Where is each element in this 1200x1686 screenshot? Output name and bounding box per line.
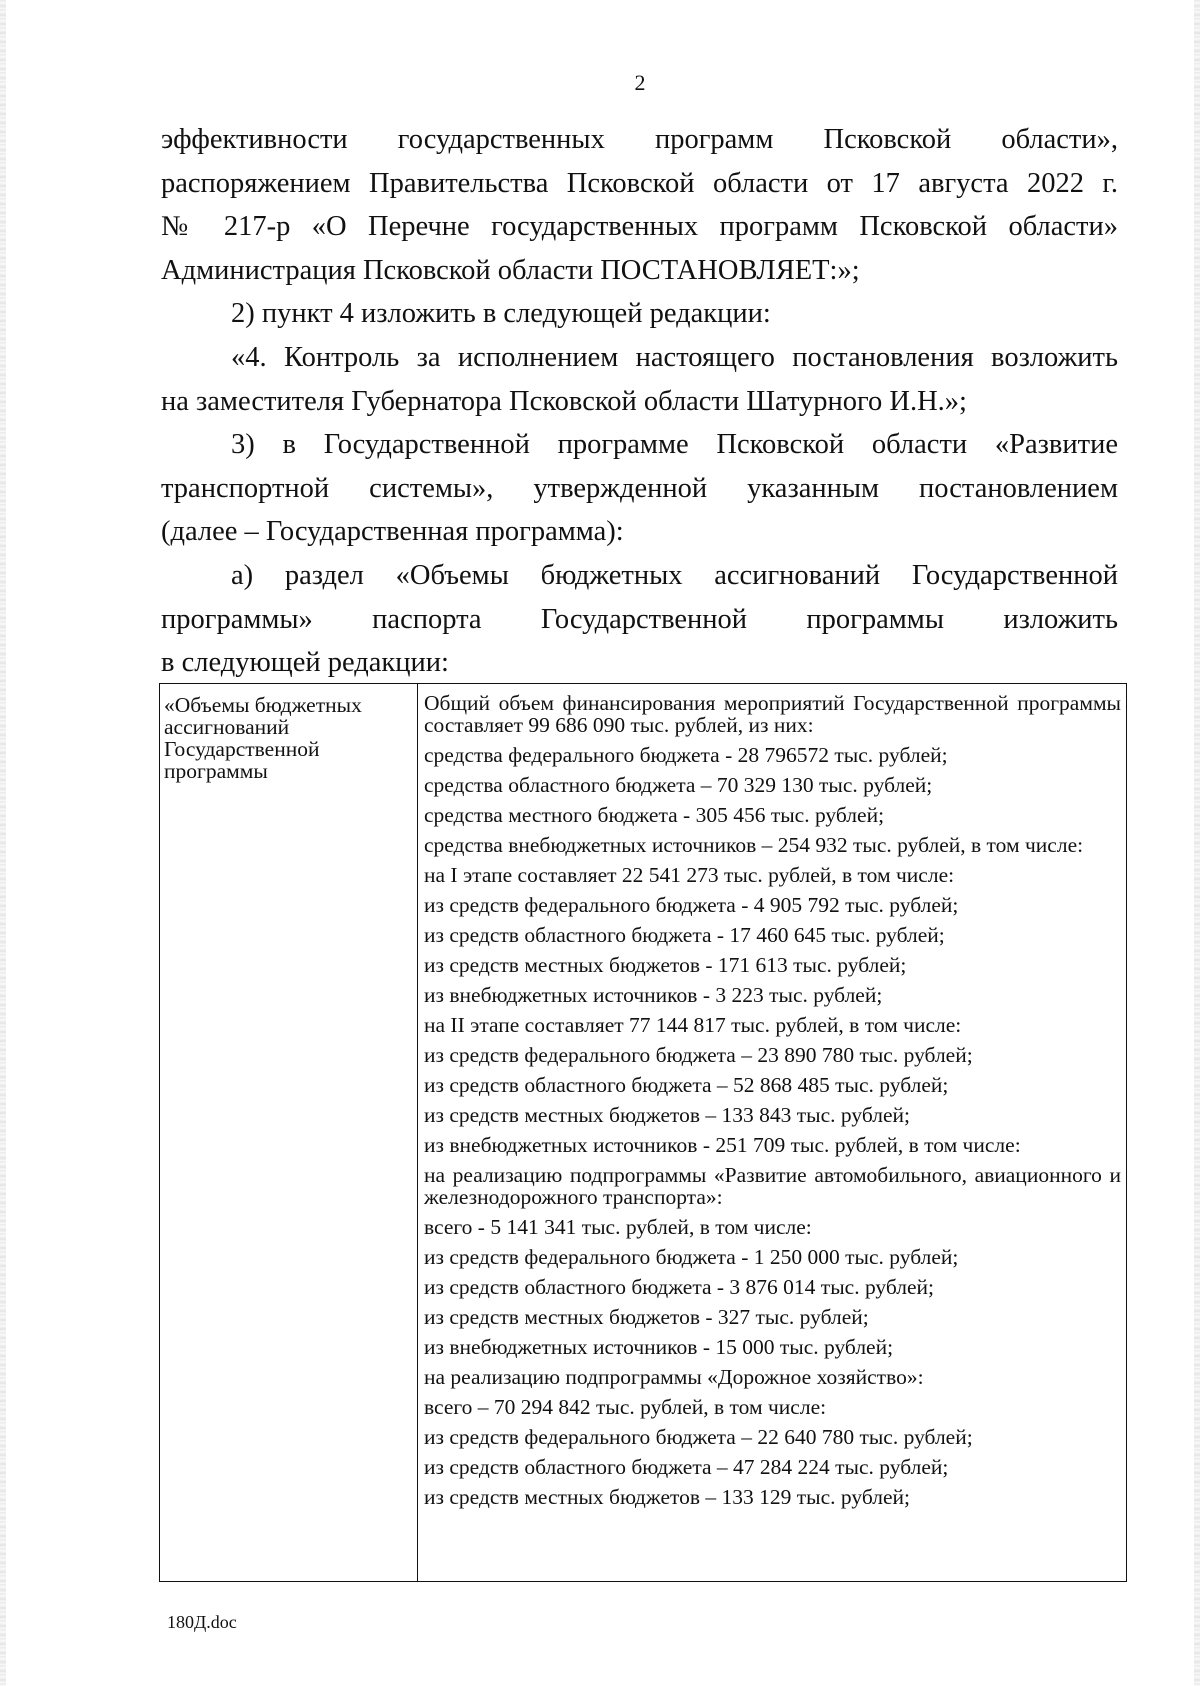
- table-line: из средств областного бюджета - 3 876 014 тыс. рублей;: [424, 1275, 935, 1299]
- table-line: средства областного бюджета – 70 329 130 тыс. рублей;: [424, 773, 933, 797]
- table-row: [160, 684, 1127, 1582]
- table-line: Общий объем финансирования мероприятий Государственной программы составляет 99 686 090 тыс. рублей, из них:: [424, 691, 1121, 737]
- scan-edge-right: [1194, 0, 1200, 1686]
- table-line: средства федерального бюджета - 28 796572 тыс. рублей;: [424, 743, 948, 767]
- table-line: из средств местных бюджетов - 327 тыс. рублей;: [424, 1305, 869, 1329]
- table-line: из средств федерального бюджета - 1 250 000 тыс. рублей;: [424, 1245, 959, 1269]
- paragraph-item-2: 2) пункт 4 изложить в следующей редакции:: [231, 298, 771, 330]
- table-line: из внебюджетных источников - 251 709 тыс. рублей, в том числе:: [424, 1133, 1021, 1157]
- table-line: на I этапе составляет 22 541 273 тыс. рублей, в том числе:: [424, 863, 955, 887]
- scan-edge-left: [0, 0, 6, 1686]
- table-line: из средств местных бюджетов - 171 613 тыс. рублей;: [424, 953, 907, 977]
- table-line: из средств областного бюджета – 47 284 224 тыс. рублей;: [424, 1455, 949, 1479]
- table-line: средства внебюджетных источников – 254 932 тыс. рублей, в том числе:: [424, 833, 1084, 857]
- table-line: из средств федерального бюджета - 4 905 792 тыс. рублей;: [424, 893, 959, 917]
- page-number: 2: [634, 70, 646, 95]
- table-line: на реализацию подпрограммы «Дорожное хозяйство»:: [424, 1365, 924, 1389]
- paragraph-line: программы» паспорта Государственной программы изложить: [161, 603, 1118, 635]
- document-body: [161, 118, 1118, 685]
- paragraph-line: Администрация Псковской области ПОСТАНОВЛЯЕТ:»;: [161, 254, 860, 286]
- paragraph-line: № 217-р «О Перечне государственных программ Псковской области»: [161, 211, 1118, 243]
- paragraph-line: транспортной системы», утвержденной указанным постановлением: [161, 472, 1118, 504]
- table-line: из средств областного бюджета – 52 868 485 тыс. рублей;: [424, 1073, 949, 1097]
- table-line: всего – 70 294 842 тыс. рублей, в том числе:: [424, 1395, 827, 1419]
- table-line: всего - 5 141 341 тыс. рублей, в том числе:: [424, 1215, 812, 1239]
- table-line: из внебюджетных источников - 3 223 тыс. рублей;: [424, 983, 883, 1007]
- table-line: на реализацию подпрограммы «Развитие автомобильного, авиационного и железнодорожного транспорта»:: [424, 1163, 1121, 1209]
- table-line: из средств федерального бюджета – 22 640 780 тыс. рублей;: [424, 1425, 973, 1449]
- table-line: из средств областного бюджета - 17 460 645 тыс. рублей;: [424, 923, 945, 947]
- table-line: на II этапе составляет 77 144 817 тыс. рублей, в том числе:: [424, 1013, 962, 1037]
- paragraph-item-3: 3) в Государственной программе Псковской области «Развитие: [231, 429, 1118, 461]
- paragraph-item-a: а) раздел «Объемы бюджетных ассигнований Государственной: [231, 559, 1118, 591]
- budget-allocation-table: [159, 683, 1127, 1582]
- table-label-cell: «Объемы бюджетных ассигнований Государственной программы: [160, 684, 418, 1582]
- paragraph-line: в следующей редакции:: [161, 647, 449, 679]
- table-line: из внебюджетных источников - 15 000 тыс. рублей;: [424, 1335, 894, 1359]
- table-line: средства местного бюджета - 305 456 тыс. рублей;: [424, 803, 885, 827]
- paragraph-line: «4. Контроль за исполнением настоящего постановления возложить: [231, 341, 1118, 373]
- paragraph-line: эффективности государственных программ Псковской области»,: [161, 124, 1118, 155]
- paragraph-line: (далее – Государственная программа):: [161, 516, 624, 548]
- paragraph-line: распоряжением Правительства Псковской области от 17 августа 2022 г.: [161, 167, 1118, 199]
- table-line: из средств местных бюджетов – 133 129 тыс. рублей;: [424, 1485, 910, 1509]
- footer-filename: 180Д.doc: [167, 1612, 237, 1632]
- table-line: из средств местных бюджетов – 133 843 тыс. рублей;: [424, 1103, 910, 1127]
- table-content-cell: [418, 684, 1127, 1582]
- paragraph-line: на заместителя Губернатора Псковской области Шатурного И.Н.»;: [161, 385, 967, 417]
- table-line: из средств федерального бюджета – 23 890 780 тыс. рублей;: [424, 1043, 973, 1067]
